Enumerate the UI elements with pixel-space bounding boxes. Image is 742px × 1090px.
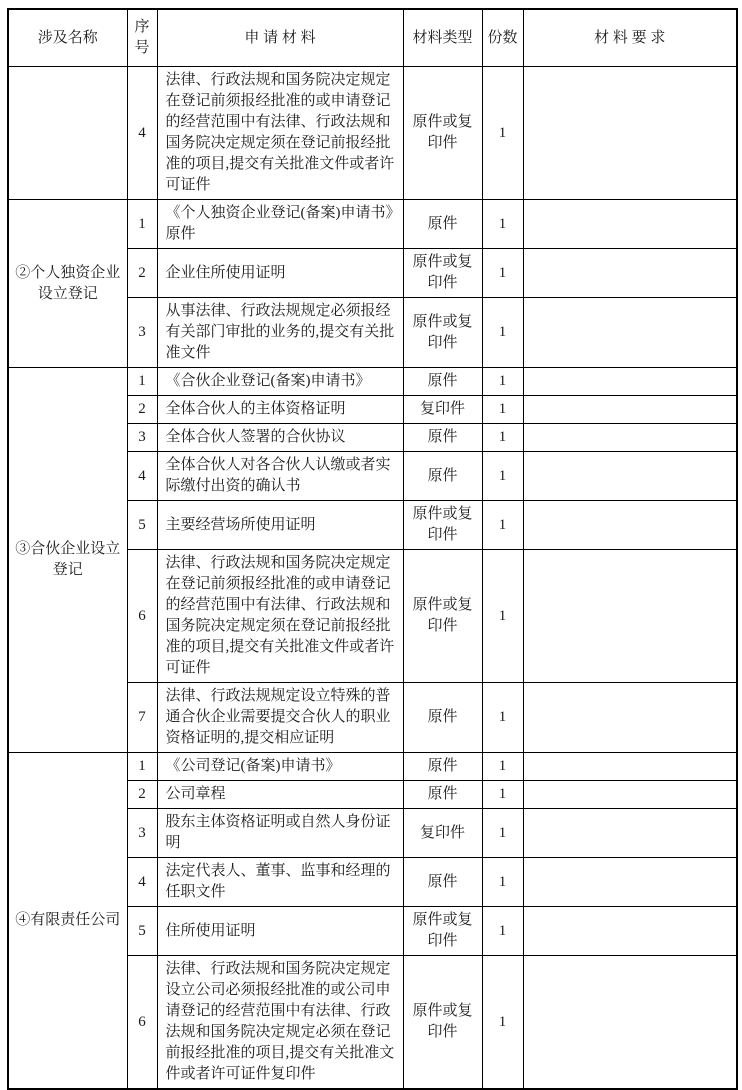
copies-cell: 1: [482, 781, 523, 809]
header-material-type: 材料类型: [403, 9, 482, 67]
material-cell: 股东主体资格证明或自然人身份证明: [157, 809, 403, 858]
requirements-cell: [523, 781, 737, 809]
material-cell: 公司章程: [157, 781, 403, 809]
material-type-cell: 原件或复印件: [403, 550, 482, 683]
material-cell: 企业住所使用证明: [157, 249, 403, 298]
material-type-cell: 原件或复印件: [403, 67, 482, 200]
copies-cell: 1: [482, 452, 523, 501]
material-type-cell: 原件: [403, 858, 482, 907]
material-type-cell: 原件: [403, 781, 482, 809]
serial-number-cell: 5: [127, 501, 157, 550]
header-serial-number: 序号: [127, 9, 157, 67]
requirements-cell: [523, 858, 737, 907]
requirements-cell: [523, 907, 737, 956]
material-type-cell: 复印件: [403, 396, 482, 424]
material-type-cell: 原件或复印件: [403, 298, 482, 368]
material-type-cell: 原件或复印件: [403, 956, 482, 1090]
application-materials-table: [7, 8, 738, 1090]
material-cell: 法定代表人、董事、监事和经理的任职文件: [157, 858, 403, 907]
material-type-cell: 原件: [403, 753, 482, 781]
requirements-cell: [523, 200, 737, 249]
requirements-cell: [523, 550, 737, 683]
copies-cell: 1: [482, 424, 523, 452]
requirements-cell: [523, 683, 737, 753]
serial-number-cell: 3: [127, 298, 157, 368]
header-involved-name: 涉及名称: [8, 9, 127, 67]
material-type-cell: 原件: [403, 452, 482, 501]
serial-number-cell: 5: [127, 907, 157, 956]
serial-number-cell: 1: [127, 753, 157, 781]
material-cell: 从事法律、行政法规规定必须报经有关部门审批的业务的,提交有关批准文件: [157, 298, 403, 368]
copies-cell: 1: [482, 501, 523, 550]
requirements-cell: [523, 753, 737, 781]
table-row: [8, 67, 737, 200]
material-cell: 《合伙企业登记(备案)申请书》: [157, 368, 403, 396]
requirements-cell: [523, 249, 737, 298]
material-type-cell: 原件: [403, 683, 482, 753]
material-cell: 全体合伙人的主体资格证明: [157, 396, 403, 424]
material-cell: 法律、行政法规规定设立特殊的普通合伙企业需要提交合伙人的职业资格证明的,提交相应证明: [157, 683, 403, 753]
serial-number-cell: 3: [127, 809, 157, 858]
material-cell: 全体合伙人签署的合伙协议: [157, 424, 403, 452]
material-cell: 《个人独资企业登记(备案)申请书》原件: [157, 200, 403, 249]
requirements-cell: [523, 501, 737, 550]
copies-cell: 1: [482, 368, 523, 396]
serial-number-cell: 2: [127, 781, 157, 809]
requirements-cell: [523, 809, 737, 858]
serial-number-cell: 7: [127, 683, 157, 753]
material-type-cell: 原件或复印件: [403, 907, 482, 956]
serial-number-cell: 6: [127, 956, 157, 1090]
requirements-cell: [523, 396, 737, 424]
material-type-cell: 原件: [403, 368, 482, 396]
header-application-material: 申 请 材 料: [157, 9, 403, 67]
copies-cell: 1: [482, 907, 523, 956]
requirements-cell: [523, 298, 737, 368]
serial-number-cell: 4: [127, 67, 157, 200]
copies-cell: 1: [482, 396, 523, 424]
requirements-cell: [523, 424, 737, 452]
material-cell: 《公司登记(备案)申请书》: [157, 753, 403, 781]
copies-cell: 1: [482, 753, 523, 781]
section-name-cell: ③合伙企业设立登记: [8, 368, 127, 753]
copies-cell: 1: [482, 200, 523, 249]
serial-number-cell: 3: [127, 424, 157, 452]
copies-cell: 1: [482, 67, 523, 200]
material-cell: 主要经营场所使用证明: [157, 501, 403, 550]
requirements-cell: [523, 67, 737, 200]
section-name-cell: [8, 67, 127, 200]
section-name-cell: ④有限责任公司: [8, 753, 127, 1090]
header-material-requirements: 材 料 要 求: [523, 9, 737, 67]
serial-number-cell: 1: [127, 368, 157, 396]
table-row: [8, 753, 737, 781]
material-type-cell: 原件: [403, 200, 482, 249]
copies-cell: 1: [482, 809, 523, 858]
copies-cell: 1: [482, 249, 523, 298]
material-type-cell: 原件或复印件: [403, 501, 482, 550]
requirements-cell: [523, 368, 737, 396]
copies-cell: 1: [482, 858, 523, 907]
material-type-cell: 复印件: [403, 809, 482, 858]
section-name-cell: ②个人独资企业设立登记: [8, 200, 127, 368]
material-cell: 住所使用证明: [157, 907, 403, 956]
copies-cell: 1: [482, 550, 523, 683]
material-cell: 法律、行政法规和国务院决定规定设立公司必须报经批准的或公司申请登记的经营范围中有法律、行政法规和国务院决定规定必须在登记前报经批准的项目,提交有关批准文件或者许可证件复印件: [157, 956, 403, 1090]
serial-number-cell: 6: [127, 550, 157, 683]
serial-number-cell: 2: [127, 249, 157, 298]
serial-number-cell: 4: [127, 452, 157, 501]
header-row: [8, 9, 737, 67]
copies-cell: 1: [482, 956, 523, 1090]
material-type-cell: 原件: [403, 424, 482, 452]
copies-cell: 1: [482, 683, 523, 753]
serial-number-cell: 4: [127, 858, 157, 907]
table-row: [8, 200, 737, 249]
copies-cell: 1: [482, 298, 523, 368]
serial-number-cell: 1: [127, 200, 157, 249]
requirements-cell: [523, 452, 737, 501]
table-row: [8, 368, 737, 396]
material-cell: 法律、行政法规和国务院决定规定在登记前须报经批准的或申请登记的经营范围中有法律、行政法规和国务院决定规定须在登记前报经批准的项目,提交有关批准文件或者许可证件: [157, 67, 403, 200]
material-cell: 法律、行政法规和国务院决定规定在登记前须报经批准的或申请登记的经营范围中有法律、行政法规和国务院决定规定须在登记前报经批准的项目,提交有关批准文件或者许可证件: [157, 550, 403, 683]
header-copies: 份数: [482, 9, 523, 67]
serial-number-cell: 2: [127, 396, 157, 424]
material-cell: 全体合伙人对各合伙人认缴或者实际缴付出资的确认书: [157, 452, 403, 501]
material-type-cell: 原件或复印件: [403, 249, 482, 298]
